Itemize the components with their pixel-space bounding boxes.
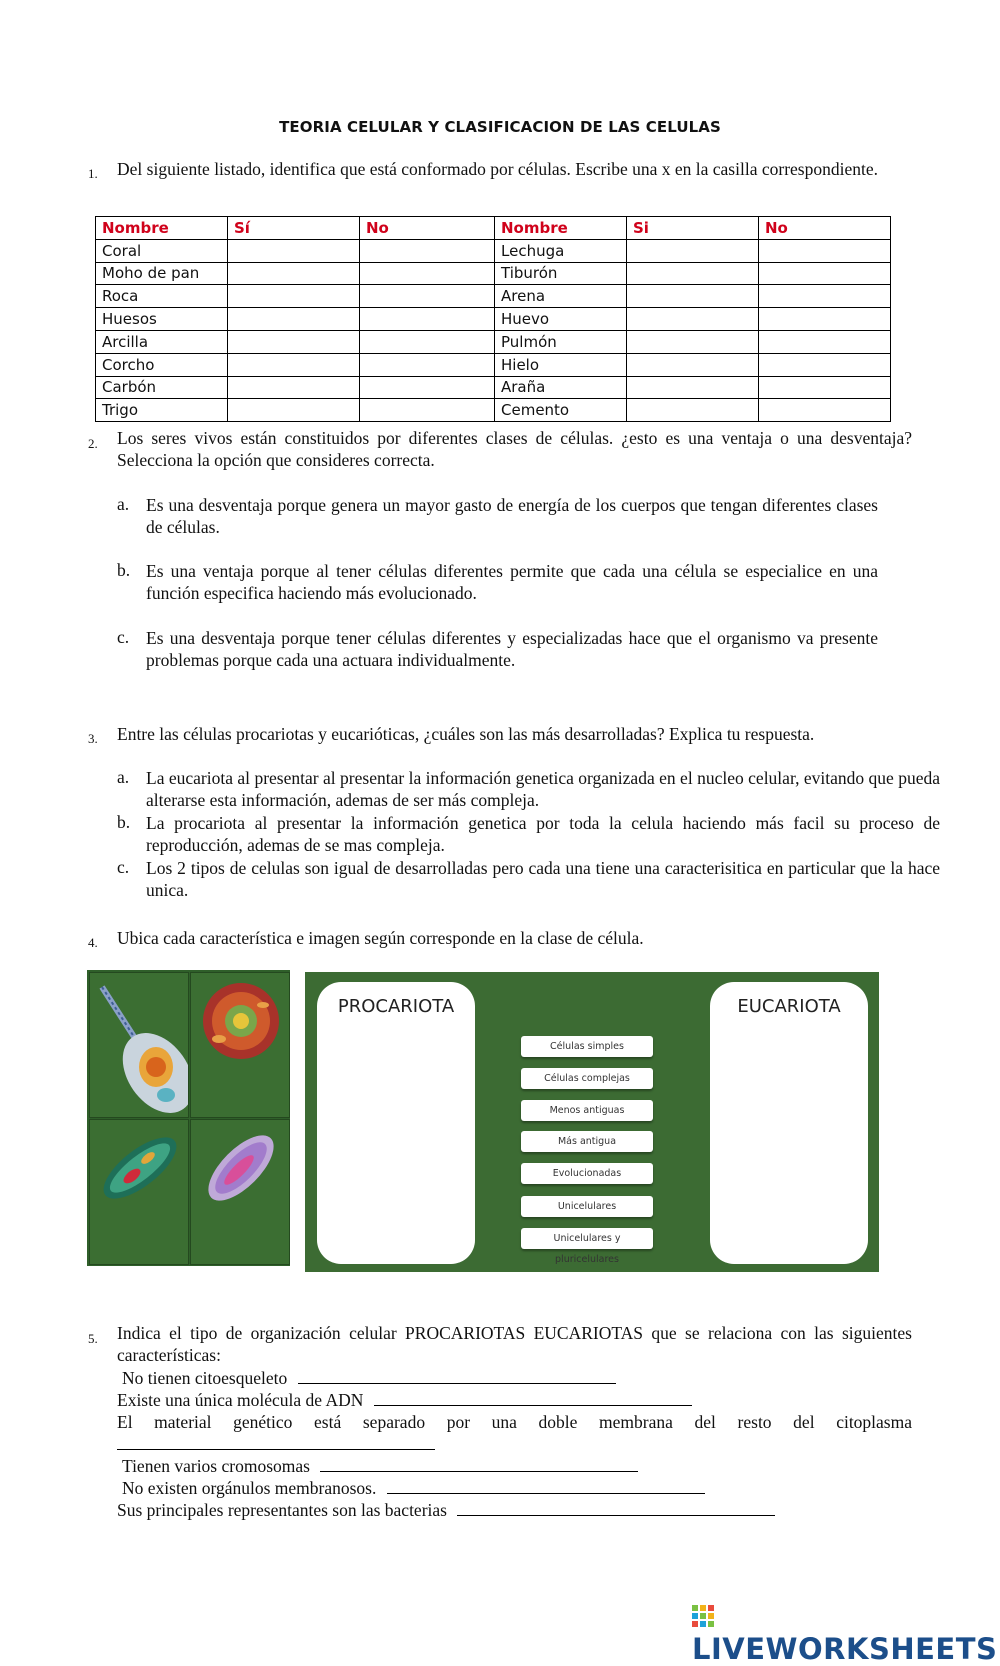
item-name: Huesos	[96, 308, 228, 331]
item-name: Arena	[495, 285, 627, 308]
item-name: Arcilla	[96, 330, 228, 353]
chip-mas-antigua[interactable]: Más antigua	[521, 1131, 653, 1152]
answer-cell[interactable]	[360, 239, 495, 262]
cell-images-panel	[87, 970, 290, 1266]
q5-item-2: Existe una única molécula de ADN	[117, 1390, 364, 1410]
q5-line-5	[122, 1477, 705, 1499]
q5-answer-6[interactable]	[457, 1501, 775, 1516]
answer-cell[interactable]	[759, 262, 891, 285]
answer-cell[interactable]	[360, 285, 495, 308]
answer-cell[interactable]	[759, 330, 891, 353]
item-name: Hielo	[495, 353, 627, 376]
q2-option-b[interactable]: Es una ventaja porque al tener células diferentes permite que cada una célula se especialice en una función especifica haciendo más evolucionado.	[146, 561, 878, 603]
answer-cell[interactable]	[360, 399, 495, 422]
answer-cell[interactable]	[228, 285, 360, 308]
table-row	[96, 285, 891, 308]
answer-cell[interactable]	[228, 399, 360, 422]
table-row	[96, 399, 891, 422]
q5-item-1: No tienen citoesqueleto	[122, 1368, 288, 1388]
question-2-number: 2.	[88, 436, 98, 451]
table-row	[96, 308, 891, 331]
answer-cell[interactable]	[759, 308, 891, 331]
header-si-1: Sí	[228, 217, 360, 240]
q2-option-c[interactable]: Es una desventaja porque tener células diferentes y especializadas hace que el organismo va presente problemas porque cada una actuara individualmente.	[146, 628, 878, 670]
item-name: Carbón	[96, 376, 228, 399]
answer-cell[interactable]	[759, 353, 891, 376]
answer-cell[interactable]	[360, 262, 495, 285]
q2-option-a[interactable]: Es una desventaja porque genera un mayor gasto de energía de los cuerpos que tengan diferentes clases de células.	[146, 495, 878, 537]
liveworksheets-logo	[692, 1598, 1000, 1666]
q3-option-b[interactable]: La procariota al presentar la información genetica por toda la celula haciendo más facil su proceso de reproducción, ademas de se mas compleja.	[146, 813, 940, 855]
procariota-drop-zone[interactable]	[317, 982, 475, 1264]
chip-unicelulares-pluricelulares[interactable]: Unicelulares y pluricelulares	[521, 1228, 653, 1249]
q2-option-c-letter: c.	[117, 627, 130, 647]
q2-option-a-letter: a.	[117, 494, 130, 514]
item-name: Pulmón	[495, 330, 627, 353]
answer-cell[interactable]	[627, 399, 759, 422]
question-1-number: 1.	[88, 166, 98, 181]
item-name: Huevo	[495, 308, 627, 331]
item-name: Trigo	[96, 399, 228, 422]
question-4-number: 4.	[88, 935, 98, 950]
answer-cell[interactable]	[759, 376, 891, 399]
chip-evolucionadas[interactable]: Evolucionadas	[521, 1163, 653, 1184]
question-2-text: Los seres vivos están constituidos por diferentes clases de células. ¿esto es una ventaja o una desventaja? Selecciona la opción que consideres correcta.	[117, 428, 912, 470]
answer-cell[interactable]	[228, 353, 360, 376]
chip-unicelulares[interactable]: Unicelulares	[521, 1196, 653, 1217]
q2-option-b-letter: b.	[117, 560, 131, 580]
procariota-heading: PROCARIOTA	[337, 996, 455, 1017]
item-name: Tiburón	[495, 262, 627, 285]
q3-option-c[interactable]: Los 2 tipos de celulas son igual de desarrolladas pero cada una tiene una caracterisitica en particular que la hace unica.	[146, 858, 940, 900]
answer-cell[interactable]	[627, 330, 759, 353]
cells-table	[95, 216, 891, 422]
answer-cell[interactable]	[759, 399, 891, 422]
answer-cell[interactable]	[360, 353, 495, 376]
answer-cell[interactable]	[228, 262, 360, 285]
q5-answer-1[interactable]	[298, 1369, 616, 1384]
answer-cell[interactable]	[627, 376, 759, 399]
item-name: Coral	[96, 239, 228, 262]
table-header-row	[96, 217, 891, 240]
answer-cell[interactable]	[759, 239, 891, 262]
q5-line-1	[122, 1367, 616, 1389]
q3-option-b-letter: b.	[117, 812, 131, 832]
table-row	[96, 376, 891, 399]
answer-cell[interactable]	[360, 308, 495, 331]
item-name: Cemento	[495, 399, 627, 422]
eucariota-drop-zone[interactable]	[710, 982, 868, 1264]
chip-celulas-complejas[interactable]: Células complejas	[521, 1068, 653, 1089]
item-name: Moho de pan	[96, 262, 228, 285]
answer-cell[interactable]	[228, 376, 360, 399]
q5-line-2	[117, 1389, 692, 1411]
item-name: Araña	[495, 376, 627, 399]
header-no-1: No	[360, 217, 495, 240]
question-1-text: Del siguiente listado, identifica que está conformado por células. Escribe una x en la casilla correspondiente.	[117, 159, 878, 179]
logo-text: LIVEWORKSHEETS	[692, 1632, 998, 1666]
q5-line-4	[122, 1455, 638, 1477]
answer-cell[interactable]	[627, 239, 759, 262]
q3-option-c-letter: c.	[117, 857, 130, 877]
q5-item-3: El material genético está separado por una doble membrana del resto del citoplasma	[117, 1412, 912, 1432]
question-3-number: 3.	[88, 731, 98, 746]
q5-line-6	[117, 1499, 775, 1521]
item-name: Corcho	[96, 353, 228, 376]
table-row	[96, 330, 891, 353]
animal-cell-image[interactable]	[190, 972, 290, 1118]
q5-answer-2[interactable]	[374, 1391, 692, 1406]
item-name: Roca	[96, 285, 228, 308]
chip-celulas-simples[interactable]: Células simples	[521, 1036, 653, 1057]
answer-cell[interactable]	[360, 330, 495, 353]
answer-cell[interactable]	[360, 376, 495, 399]
table-row	[96, 353, 891, 376]
flagellate-cell-image[interactable]	[89, 972, 189, 1118]
q5-item-5: No existen orgánulos membranosos.	[122, 1478, 377, 1498]
q3-option-a[interactable]: La eucariota al presentar al presentar la información genetica organizada en el nucleo celular, evitando que pueda alterarse esta información, ademas de ser más compleja.	[146, 768, 940, 810]
chip-menos-antiguas[interactable]: Menos antiguas	[521, 1100, 653, 1121]
answer-cell[interactable]	[627, 262, 759, 285]
q5-item-4: Tienen varios cromosomas	[122, 1456, 310, 1476]
table-row	[96, 262, 891, 285]
header-nombre-2: Nombre	[495, 217, 627, 240]
eucariota-heading: EUCARIOTA	[737, 996, 841, 1017]
bacterium-green-image[interactable]	[89, 1119, 189, 1265]
question-5-number: 5.	[88, 1331, 98, 1346]
q5-answer-5[interactable]	[387, 1479, 705, 1494]
item-name: Lechuga	[495, 239, 627, 262]
header-no-2: No	[759, 217, 891, 240]
answer-cell[interactable]	[627, 285, 759, 308]
table-row	[96, 239, 891, 262]
answer-cell[interactable]	[228, 239, 360, 262]
q5-item-6: Sus principales representantes son las bacterias	[117, 1500, 447, 1520]
answer-cell[interactable]	[228, 330, 360, 353]
header-nombre-1: Nombre	[96, 217, 228, 240]
q5-line-3	[117, 1433, 435, 1455]
question-5-text: Indica el tipo de organización celular PROCARIOTAS EUCARIOTAS que se relaciona con las siguientes características:	[117, 1323, 912, 1365]
classification-board	[305, 972, 879, 1272]
q5-answer-3[interactable]	[117, 1435, 435, 1450]
question-3-text: Entre las células procariotas y eucarióticas, ¿cuáles son las más desarrolladas? Explica tu respuesta.	[117, 724, 815, 744]
question-4-text: Ubica cada característica e imagen según corresponde en la clase de célula.	[117, 928, 644, 948]
logo-grid-icon	[692, 1600, 714, 1622]
answer-cell[interactable]	[627, 353, 759, 376]
q5-answer-4[interactable]	[320, 1457, 638, 1472]
worksheet-title: TEORIA CELULAR Y CLASIFICACION DE LAS CELULAS	[279, 118, 721, 136]
q3-option-a-letter: a.	[117, 767, 130, 787]
answer-cell[interactable]	[759, 285, 891, 308]
answer-cell[interactable]	[228, 308, 360, 331]
bacterium-purple-image[interactable]	[190, 1119, 290, 1265]
header-si-2: Si	[627, 217, 759, 240]
answer-cell[interactable]	[627, 308, 759, 331]
